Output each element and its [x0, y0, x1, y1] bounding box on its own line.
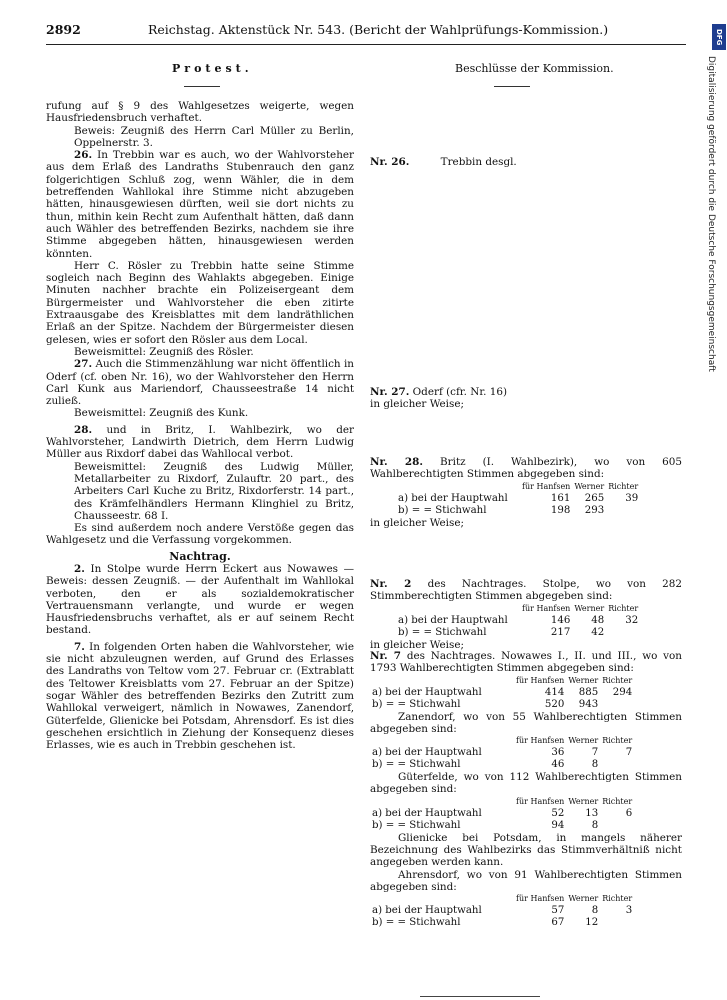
decision-number: Nr. 26. — [370, 156, 410, 168]
table-row: a) bei der Hauptwahl 36 7 7 — [372, 747, 633, 759]
decision-26 — [370, 156, 682, 168]
decision-text: Britz (I. Wahlbezirk), wo von 605 Wahlberechtigten Stimmen abgegeben sind: — [370, 456, 682, 481]
right-title-rule — [494, 86, 530, 87]
decision-text: des Nachtrages. Stolpe, wo von 282 Stimmberechtigten Stimmen abgegeben sind: — [370, 578, 683, 603]
evidence-line: Beweis: Zeugniß des Herrn Carl Müller zu Berlin, Oppelnerstr. 3. — [74, 124, 354, 149]
table-row: b) = = Stichwahl 67 12 — [372, 917, 599, 929]
left-column-title: Protest. — [172, 62, 253, 75]
left-title-rule — [184, 86, 220, 87]
evidence-line: Beweismittel: Zeugniß des Ludwig Müller, Metallarbeiter zu Rixdorf, Zulauftr. 20 part., des Arbeiters Carl Kuche zu Britz, Rixdorferstr. 14 part., des Krämfelhändlers Hermann Klinghiel zu Britz, Chausseestr. 68 I. — [74, 460, 354, 522]
col-header: Werner — [574, 481, 605, 491]
paragraph: rufung auf § 9 des Wahlgesetzes weigerte, wegen Hausfriedensbruch verhaftet. — [46, 100, 354, 125]
table-row: a) bei der Hauptwahl 52 13 6 — [372, 807, 633, 819]
paragraph: Herr C. Rösler zu Trebbin hatte seine Stimme sogleich nach Beginn des Wahlakts abgegeben. Einige Minuten nachher brachte ein Polizeisergeant dem Bürgermeister und Wahlvorsteher die eben zitirte Extraausgabe des Kreisblattes mit dem landräthlichen Erlaß an der Spitze. Nachdem der Bürgermeister diesen gelesen, wies er sofort den Rösler aus dem Local. — [46, 259, 354, 346]
decision-text: Glienicke bei Potsdam, in mangels näherer Bezeichnung des Wahlbezirks das Stimmverhältniß nicht angegeben werden kann. — [370, 831, 682, 869]
vote-table — [396, 481, 640, 517]
left-column — [46, 100, 354, 751]
paragraph-27 — [46, 358, 354, 407]
decision-text: in gleicher Weise; — [370, 516, 464, 529]
vote-table: für Hanfsen Werner Richter a) bei der Hauptwahl 414 885 294 b) = = Stichwahl 520 943 — [372, 675, 633, 710]
decision-text: in gleicher Weise; — [370, 638, 464, 651]
vote-table: für Hanfsen Werner Richter a) bei der Hauptwahl 146 48 32 b) = = Stichwahl 217 42 — [398, 603, 639, 638]
decision-text: Zanendorf, wo von 55 Wahlberechtigten Stimmen abgegeben sind: — [370, 710, 682, 735]
decision-number: Nr. 7 — [370, 650, 401, 662]
decision-number: Nr. 28. — [370, 456, 424, 468]
table-row: b) = = Stichwahl 520 943 — [372, 698, 599, 710]
item-number: 2. — [74, 562, 85, 575]
nachtrag-2 — [46, 563, 354, 637]
digitization-credit: Digitalisierung gefördert durch die Deutsche Forschungsgemeinschaft — [706, 56, 716, 372]
decision-text: in gleicher Weise; — [370, 398, 464, 411]
paragraph-text: In folgenden Orten haben die Wahlvorsteher, wie sie nicht abzuleugnen werden, auf Grund des Erlasses des Landraths von Teltow vom 27. Februar cr. (Extrablatt des Teltower Kreisblatts vom 27. Februar an der Spitze) sogar Wähler des betreffenden Bezirks den Zutritt zum Wahllokal verweigert, nämlich in Nowawes, Zanendorf, Güterfelde, Glienicke bei Potsdam, Ahrensdorf. Es ist dies geschehen ersichtlich in Ziehung der Konsequenz dieses Erlasses, wie es auch in Trebbin geschehen ist. — [46, 640, 354, 752]
col-header: Richter — [608, 481, 639, 491]
table-row: a) bei der Hauptwahl 146 48 32 — [398, 614, 639, 626]
table-row: a) bei der Hauptwahl 414 885 294 — [372, 686, 633, 698]
dfg-logo: DFG — [712, 24, 726, 50]
decision-text: Güterfelde, wo von 112 Wahlberechtigten Stimmen abgegeben sind: — [370, 771, 682, 796]
evidence-line: Beweismittel: Zeugniß des Rösler. — [74, 345, 254, 358]
decision-27 — [370, 386, 682, 411]
item-number: 27. — [74, 358, 93, 371]
decision-text: Ahrensdorf, wo von 91 Wahlberechtigten Stimmen abgegeben sind: — [370, 868, 682, 893]
item-number: 26. — [74, 149, 93, 162]
nachtrag-7 — [46, 641, 354, 752]
col-header: für Hanfsen — [522, 481, 571, 491]
paragraph-text: In Trebbin war es auch, wo der Wahlvorsteher aus dem Erlaß des Landraths Stubenrauch den ganz folgerichtigen Schluß zog, wenn Wähler, die in dem betreffenden Wahllokal ihre Stimme nicht abzugeben hätten, hinausgewiesen dürften, weil sie dort nichts zu thun, mithin kein Recht zum Aufenthalt hätten, daß dann auch Wähler des betreffenden Bezirks, nachdem sie ihre Stimme abgegeben hätten, hinausgewiesen werden könnten. — [46, 149, 354, 260]
paragraph-text: und in Britz, I. Wahlbezirk, wo der Wahlvorsteher, Landwirth Dietrich, dem Herrn Ludwig Müller aus Rixdorf dabei das Wahllocal verbot. — [46, 423, 354, 461]
paragraph-28 — [46, 424, 354, 461]
table-row: b) = = Stichwahl 217 42 — [398, 626, 605, 638]
decision-text: des Nachtrages. Nowawes I., II. und III., wo von 1793 Wahlberechtigten Stimmen abgegeben sind: — [370, 650, 682, 675]
paragraph-text: In Stolpe wurde Herrn Eckert aus Nowawes — Beweis: dessen Zeugniß. — der Aufenthalt im Wahllokal verboten, den er als sozialdemokratischer Vertrauensmann verlangte, und wurde er wegen Hausfriedensbruchs verhaftet, als er auf seinem Recht bestand. — [46, 562, 354, 637]
running-header: Reichstag. Aktenstück Nr. 543. (Bericht der Wahlprüfungs-Kommission.) — [148, 22, 609, 37]
decision-nachtrag-2 — [370, 578, 682, 651]
decision-text: Oderf (cfr. Nr. 16) — [412, 386, 508, 398]
table-row: a) bei der Hauptwahl 161 265 39 — [398, 492, 639, 504]
header-rule — [46, 44, 686, 45]
evidence-line: Beweismittel: Zeugniß des Kunk. — [74, 407, 249, 420]
table-row: b) = = Stichwahl 94 8 — [372, 819, 599, 831]
decision-text: Trebbin desgl. — [440, 156, 517, 168]
vote-table: für Hanfsen Werner Richter a) bei der Hauptwahl 57 8 3 b) = = Stichwahl 67 12 — [372, 894, 633, 929]
right-column-title: Beschlüsse der Kommission. — [455, 62, 614, 75]
vote-table: für Hanfsen Werner Richter a) bei der Hauptwahl 36 7 7 b) = = Stichwahl 46 8 — [372, 736, 633, 771]
page-number: 2892 — [46, 22, 81, 37]
bottom-rule — [420, 996, 540, 997]
table-row: b) = = Stichwahl 198 293 — [398, 504, 605, 516]
paragraph-26 — [46, 149, 354, 260]
decision-number: Nr. 2 — [370, 578, 412, 590]
decision-28 — [370, 456, 682, 529]
table-row: b) = = Stichwahl 46 8 — [372, 759, 599, 771]
table-row: a) bei der Hauptwahl 57 8 3 — [372, 905, 633, 917]
paragraph: Es sind außerdem noch andere Verstöße gegen das Wahlgesetz und die Verfassung vorgekommen. — [46, 522, 354, 547]
decision-number: Nr. 27. — [370, 386, 410, 398]
section-heading: Nachtrag. — [169, 549, 231, 563]
item-number: 28. — [74, 423, 93, 436]
item-number: 7. — [74, 640, 85, 653]
decision-nachtrag-7 — [370, 650, 682, 929]
paragraph-text: Auch die Stimmenzählung war nicht öffentlich in Oderf (cf. oben Nr. 16), wo der Wahlvorsteher den Herrn Carl Kunk aus Mariendorf, Chausseestraße 14 nicht zuließ. — [46, 358, 354, 408]
vote-table: für Hanfsen Werner Richter a) bei der Hauptwahl 52 13 6 b) = = Stichwahl 94 8 — [372, 796, 633, 831]
